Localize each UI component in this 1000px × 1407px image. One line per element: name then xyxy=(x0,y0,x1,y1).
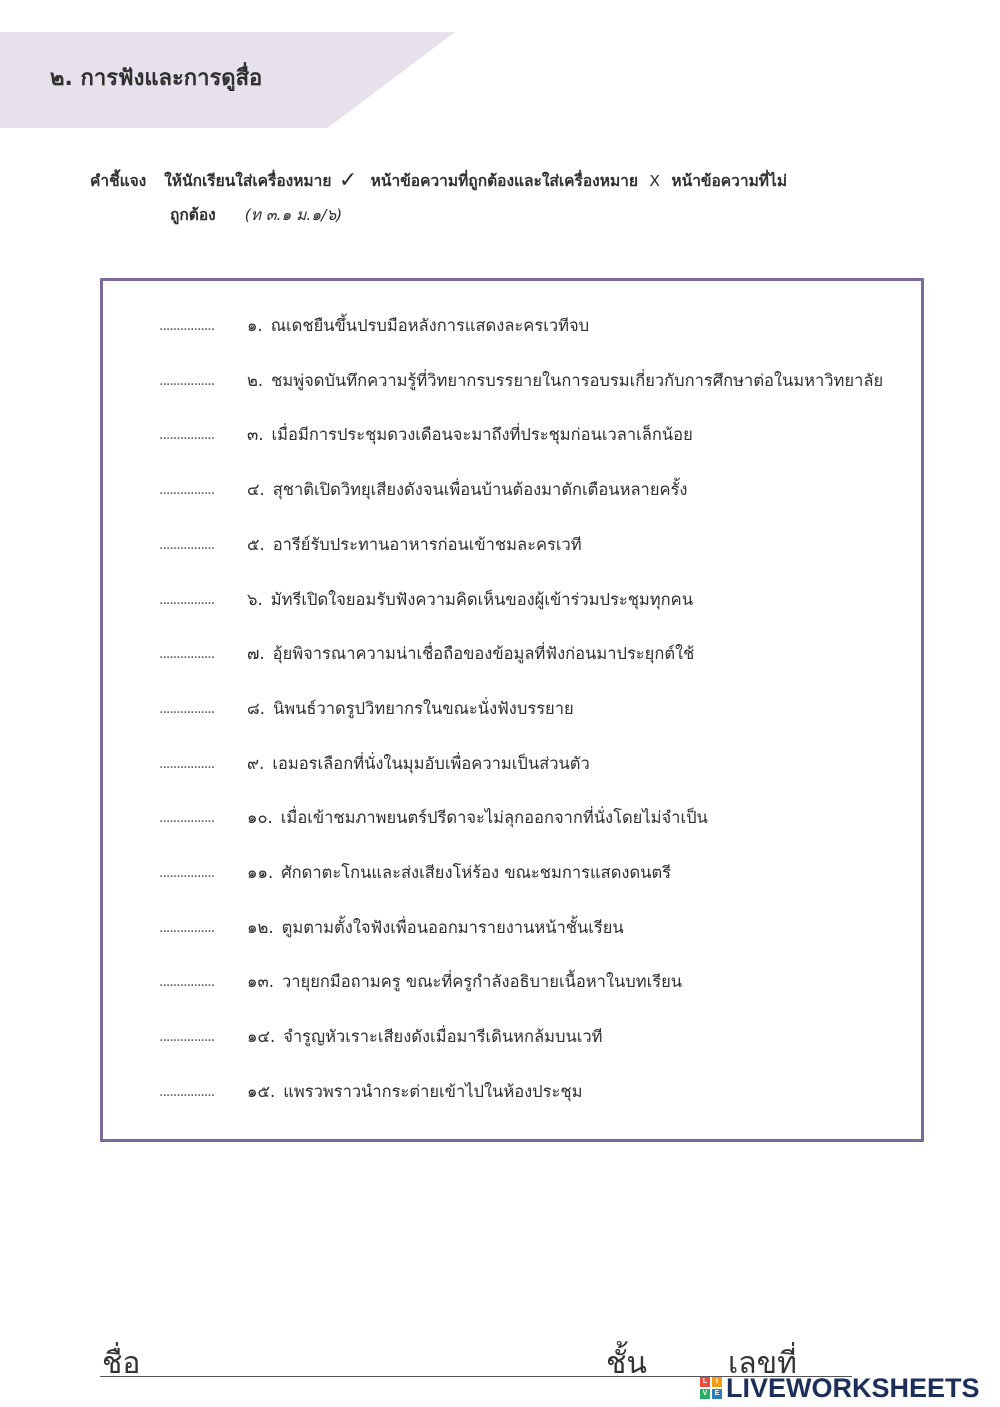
logo-tile: E xyxy=(712,1389,722,1399)
statement-text: วายุยกมือถามครู ขณะที่ครูกำลังอธิบายเนื้อหาในบทเรียน xyxy=(282,972,683,992)
instructions-text-c: หน้าข้อความที่ไม่ xyxy=(671,172,788,190)
statement-row xyxy=(159,913,624,943)
statement-text: ตูมตามตั้งใจฟังเพื่อนออกมารายงานหน้าชั้นเรียน xyxy=(281,917,624,937)
statement-number: ๑๔. xyxy=(247,1027,276,1047)
instructions-text-a: ให้นักเรียนใส่เครื่องหมาย xyxy=(164,172,332,190)
statement-row xyxy=(159,311,589,341)
statement-number: ๑๐. xyxy=(247,808,273,828)
statement-number: ๑๒. xyxy=(247,917,274,937)
answer-blank[interactable]: ................ xyxy=(159,318,215,334)
statement-row xyxy=(159,967,682,997)
answer-blank[interactable]: ................ xyxy=(159,1029,215,1046)
statement-row xyxy=(159,858,671,888)
brand-text: LIVEWORKSHEETS xyxy=(726,1372,980,1403)
statement-row xyxy=(159,803,708,833)
answer-blank[interactable]: ................ xyxy=(159,755,215,772)
answer-blank[interactable]: ................ xyxy=(159,482,215,499)
statement-text: มัทรีเปิดใจยอมรับฟังความคิดเห็นของผู้เข้าร่วมประชุมทุกคน xyxy=(270,589,693,609)
statement-text: อุ้ยพิจารณาความน่าเชื่อถือของข้อมูลที่ฟังก่อนมาประยุกต์ใช้ xyxy=(272,644,695,664)
statement-text: จำรูญหัวเราะเสียงดังเมื่อมารีเดินหกล้มบนเวที xyxy=(283,1027,603,1047)
statement-text: เอมอรเลือกที่นั่งในมุมอับเพื่อความเป็นส่วนตัว xyxy=(272,753,590,773)
answer-blank[interactable]: ................ xyxy=(159,919,215,936)
statement-text: เมื่อมีการประชุมดวงเดือนจะมาถึงที่ประชุมก่อนเวลาเล็กน้อย xyxy=(271,425,693,445)
instructions-text-d: ถูกต้อง xyxy=(170,206,216,224)
answer-blank[interactable]: ................ xyxy=(159,427,215,444)
statement-row xyxy=(159,475,687,505)
instructions-line-2 xyxy=(90,198,950,232)
standard-reference: (ท ๓.๑ ม.๑/๖) xyxy=(244,206,343,224)
logo-tile: I xyxy=(712,1377,722,1387)
statement-row xyxy=(159,530,582,560)
instructions-text-b: หน้าข้อความที่ถูกต้องและใส่เครื่องหมาย xyxy=(370,172,638,190)
statement-row xyxy=(159,639,694,669)
instructions-line-1 xyxy=(90,164,950,198)
statement-number: ๑. xyxy=(247,316,263,335)
statement-number: ๕. xyxy=(247,534,265,554)
check-mark-icon: ✓ xyxy=(338,168,358,193)
statement-row xyxy=(159,749,590,779)
section-title: ๒. การฟังและการดูสื่อ xyxy=(50,66,263,91)
statement-number: ๓. xyxy=(247,425,264,445)
statement-row xyxy=(159,1022,603,1052)
statement-text: เมื่อเข้าชมภาพยนตร์ปรีดาจะไม่ลุกออกจากที่นั่งโดยไม่จำเป็น xyxy=(280,808,708,828)
statement-text: ณเดชยืนขึ้นปรบมือหลังการแสดงละครเวทีจบ xyxy=(270,316,590,335)
answer-blank[interactable]: ................ xyxy=(159,372,215,389)
logo-tile: V xyxy=(700,1389,710,1399)
class-label: ชั้น xyxy=(606,1346,647,1381)
answer-blank[interactable]: ................ xyxy=(159,1083,215,1100)
statement-number: ๒. xyxy=(247,370,264,390)
statement-number: ๙. xyxy=(247,753,265,773)
statement-row xyxy=(159,366,883,396)
statement-number: ๑๓. xyxy=(247,972,274,992)
statement-row xyxy=(159,694,574,724)
statement-text: สุชาติเปิดวิทยุเสียงดังจนเพื่อนบ้านต้องมาตักเตือนหลายครั้ง xyxy=(272,480,688,500)
instructions xyxy=(90,164,950,232)
answer-blank[interactable]: ................ xyxy=(159,974,215,991)
statement-number: ๑๑. xyxy=(247,863,274,882)
statement-number: ๔. xyxy=(247,480,265,500)
statement-row xyxy=(159,420,693,450)
student-number-label: เลขที่ xyxy=(728,1346,797,1381)
statement-list-box xyxy=(100,278,924,1142)
statement-row xyxy=(159,585,693,615)
answer-blank[interactable]: ................ xyxy=(159,591,215,608)
statement-text: ชมพู่จดบันทึกความรู้ที่วิทยากรบรรยายในการอบรมเกี่ยวกับการศึกษาต่อในมหาวิทยาลัย xyxy=(271,370,884,390)
statement-text: แพรวพราวนำกระต่ายเข้าไปในห้องประชุม xyxy=(283,1081,583,1101)
liveworksheets-logo-icon xyxy=(700,1377,722,1399)
instructions-label: คำชี้แจง xyxy=(90,172,147,190)
answer-blank[interactable]: ................ xyxy=(159,810,215,827)
answer-blank[interactable]: ................ xyxy=(159,646,215,663)
statement-number: ๑๕. xyxy=(247,1081,276,1101)
statement-number: ๘. xyxy=(247,698,265,718)
answer-blank[interactable]: ................ xyxy=(159,865,215,881)
logo-tile: L xyxy=(700,1377,710,1387)
statement-number: ๖. xyxy=(247,589,263,609)
answer-blank[interactable]: ................ xyxy=(159,700,215,717)
statement-text: ศักดาตะโกนและส่งเสียงโห่ร้อง ขณะชมการแสดงดนตรี xyxy=(281,863,672,882)
statement-number: ๗. xyxy=(247,644,265,664)
statement-text: อารีย์รับประทานอาหารก่อนเข้าชมละครเวที xyxy=(272,534,582,554)
liveworksheets-brand xyxy=(700,1372,980,1404)
answer-blank[interactable]: ................ xyxy=(159,536,215,553)
statement-row xyxy=(159,1077,582,1107)
name-label: ชื่อ xyxy=(102,1346,141,1381)
cross-mark-icon: X xyxy=(649,172,660,190)
statement-text: นิพนธ์วาดรูปวิทยากรในขณะนั่งฟังบรรยาย xyxy=(272,698,574,718)
